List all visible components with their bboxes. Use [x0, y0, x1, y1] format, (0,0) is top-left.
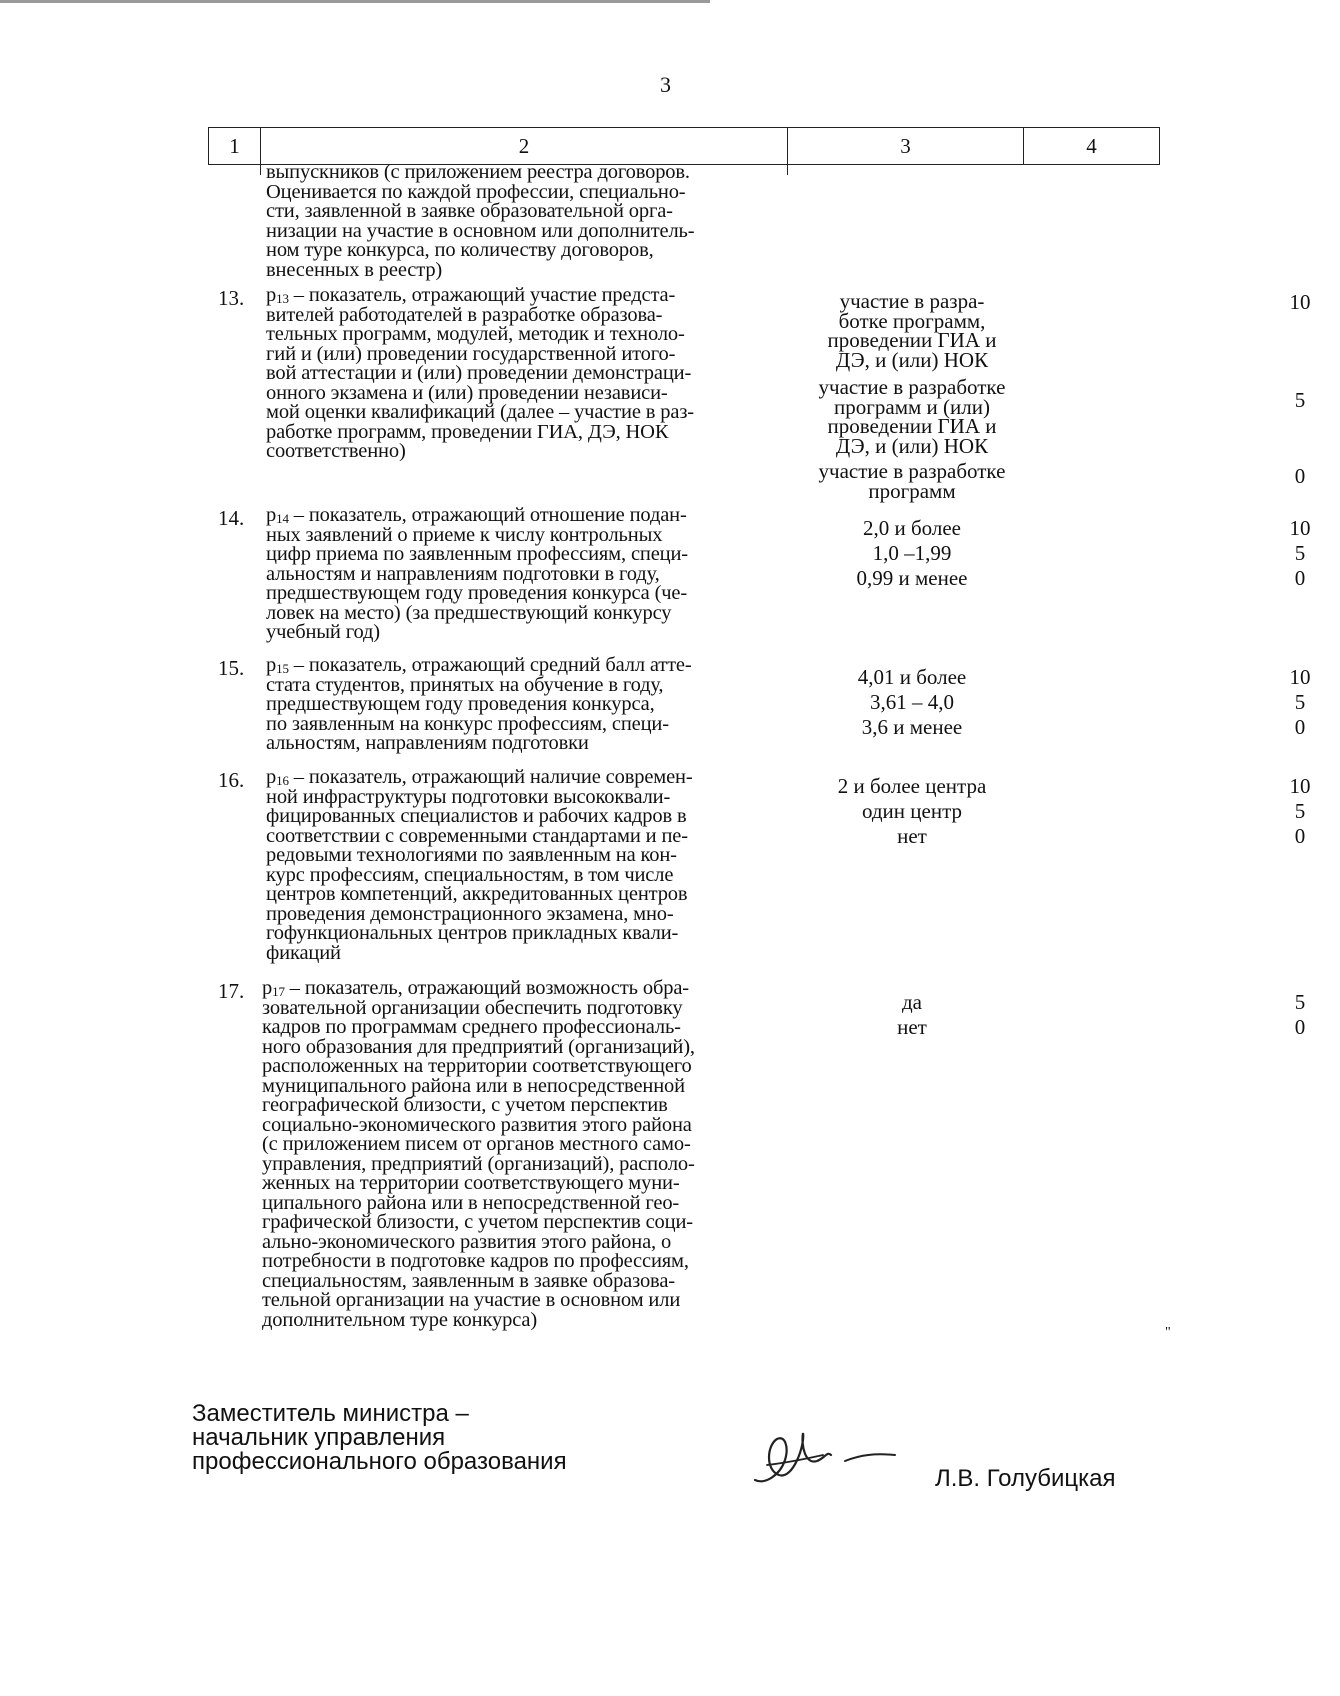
- indicator-description: $р_{13}$ – показатель, отражающий участие предста- вителей работодателей в разработке образова- тельных программ, модулей, методик и техноло- гий и (или) проведении государственной итого- вой аттестации и (или) проведении демонстраци- онного экзамена и (или) проведении независи- мой оценки квалификаций (далее – участие в раз- работке программ, проведении ГИА, ДЭ, НОК соответственно): [266, 284, 694, 462]
- continuation-text: выпускников (с приложением реестра договоров. Оценивается по каждой профессии, специально- сти, заявленной в заявке образовательной орга- низации на участие в основном или дополнитель- ном туре конкурса, по количеству договоров, внесенных в реестр): [266, 161, 695, 281]
- table-header: [208, 127, 1160, 165]
- indicator-description: $р_{16}$ – показатель, отражающий наличие современ- ной инфраструктуры подготовки высококвали- фицированных специалистов и рабочих кадров в соответствии с современными стандартами и пе- редовыми технологиями по заявленным на кон- курс профессиям, специальностям, в том числе центров компетенций, аккредитованных центров проведения демонстрационного экзамена, мно- гофункциональных центров прикладных квали- фикаций: [266, 766, 693, 964]
- criterion-points: 5: [1294, 990, 1306, 1014]
- criterion-points: 0: [1294, 715, 1306, 739]
- criterion: участие в разработке программ: [818, 459, 1006, 503]
- criterion: один центр: [861, 799, 963, 823]
- criterion-points: 0: [1294, 566, 1306, 590]
- criterion: 0,99 и менее: [856, 566, 968, 590]
- criterion-points: 10: [1289, 290, 1311, 314]
- row-number: 13.: [218, 286, 245, 310]
- signatory-name: Л.В. Голубицкая: [935, 1465, 1116, 1492]
- criterion: 3,6 и менее: [861, 715, 963, 739]
- criterion: 4,01 и более: [857, 665, 967, 689]
- header-col-1: 1: [209, 128, 261, 164]
- scan-edge-line: [0, 0, 710, 3]
- criterion-points: 10: [1289, 516, 1311, 540]
- signatory-position: Заместитель министра – начальник управления профессионального образования: [192, 1400, 567, 1475]
- criterion: да: [901, 990, 922, 1014]
- indicator-description: $р_{15}$ – показатель, отражающий средний балл атте- стата студентов, принятых на обучение в году, предшествующем году проведения конкурса, по заявленным на конкурс профессиям, специ- альностям, направлениям подготовки: [266, 654, 692, 754]
- row-number: 15.: [218, 656, 245, 680]
- criterion-points: 5: [1294, 388, 1306, 412]
- criterion-points: 5: [1294, 799, 1306, 823]
- col-divider-2: [787, 127, 788, 175]
- criterion: участие в разработке программ и (или) проведении ГИА и ДЭ, и (или) НОК: [818, 375, 1006, 458]
- criterion: 1,0 –1,99: [872, 541, 952, 565]
- criterion-points: 5: [1294, 541, 1306, 565]
- row-number: 17.: [218, 979, 245, 1003]
- closing-quote: ": [1165, 1325, 1171, 1340]
- criterion-points: 5: [1294, 690, 1306, 714]
- criterion-points: 0: [1294, 1015, 1306, 1039]
- criterion-points: 0: [1294, 824, 1306, 848]
- criterion: 3,61 – 4,0: [870, 690, 954, 714]
- row-number: 14.: [218, 506, 245, 530]
- criterion: нет: [897, 824, 927, 848]
- handwritten-signature: [745, 1425, 905, 1495]
- criterion: 2,0 и более: [862, 516, 962, 540]
- col-divider-1: [260, 127, 261, 175]
- header-col-4: 4: [1086, 133, 1097, 158]
- criterion: нет: [897, 1015, 927, 1039]
- indicator-description: $р_{17}$ – показатель, отражающий возможность обра- зовательной организации обеспечить подготовку кадров по программам среднего профессиональ- ного образования для предприятий (организаций), расположенных на территории соответствующего муниципального района или в непосредственной географической близости, с учетом перспектив социально-экономического развития этого района (с приложением писем от органов местного само- управления, предприятий (организаций), располо- женных на территории соответствующего муни- ципального района или в непосредственной гео- графической близости, с учетом перспектив соци- ально-экономического развития этого района, о потребности в подготовке кадров по профессиям, специальностям, заявленным в заявке образова- тельной организации на участие в основном или дополнительном туре конкурса): [262, 977, 695, 1331]
- criterion-points: 0: [1294, 464, 1306, 488]
- indicator-description: $р_{14}$ – показатель, отражающий отношение подан- ных заявлений о приеме к числу контрольных цифр приема по заявленным профессиям, специ- альностям и направлениям подготовки в году, предшествующем году проведения конкурса (че- ловек на место) (за предшествующий конкурсу учебный год): [266, 504, 688, 643]
- criterion-points: 10: [1289, 665, 1311, 689]
- criterion: 2 и более центра: [837, 774, 987, 798]
- page-number: 3: [660, 72, 671, 97]
- header-col-2: 2: [261, 128, 788, 164]
- criterion: участие в разра- ботке программ, проведении ГИА и ДЭ, и (или) НОК: [827, 289, 997, 372]
- row-number: 16.: [218, 768, 245, 792]
- criterion-points: 10: [1289, 774, 1311, 798]
- header-col-3: 3: [788, 128, 1024, 164]
